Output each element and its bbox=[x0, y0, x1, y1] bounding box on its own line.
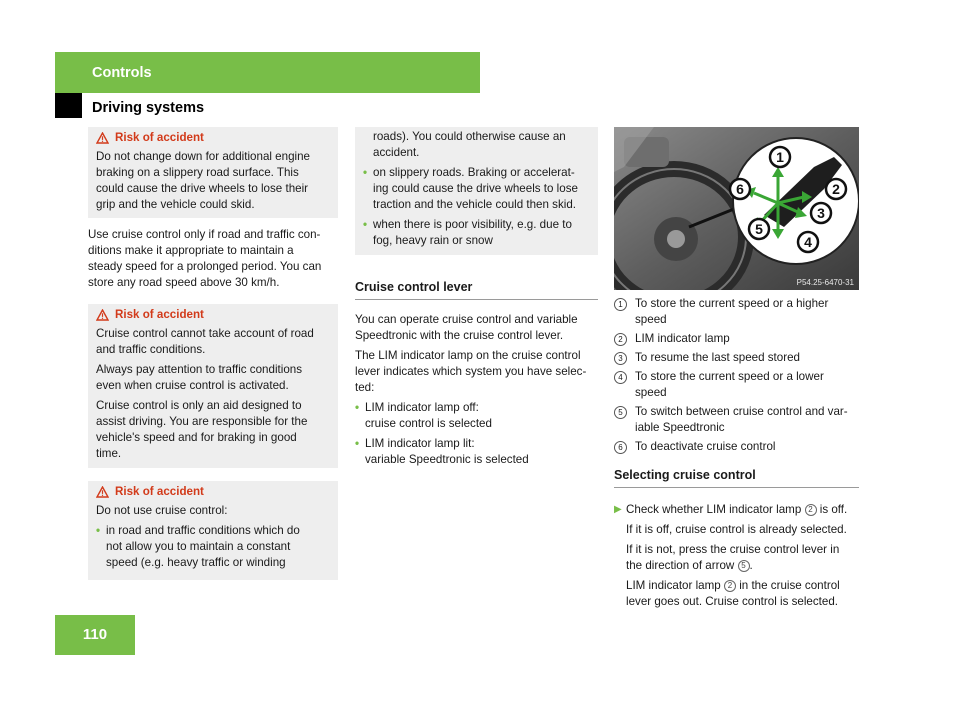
number-circle-icon: 5 bbox=[738, 560, 750, 572]
number-circle-icon: 4 bbox=[614, 371, 627, 384]
bullet-item: • LIM indicator lamp lit: variable Speedtronic is selected bbox=[355, 437, 529, 466]
warning-intro: Do not use cruise control: bbox=[96, 504, 228, 517]
number-circle-icon: 1 bbox=[614, 298, 627, 311]
arrow-right-icon: ▶ bbox=[614, 504, 622, 515]
warning-triangle-icon bbox=[96, 309, 109, 321]
text-line: ditions make it appropriate to maintain a bbox=[88, 244, 294, 257]
warning-paragraph: Cruise control is only an aid designed to assist driving. You are responsible for the vehicle's speed and for braking in good time. bbox=[96, 399, 308, 460]
figure-label: 4 bbox=[804, 234, 812, 250]
text-line: steady speed for a prolonged period. You can bbox=[88, 260, 322, 273]
paragraph: You can operate cruise control and variable Speedtronic with the cruise control lever. bbox=[355, 313, 578, 342]
warning-triangle-icon bbox=[96, 132, 109, 144]
number-circle-icon: 2 bbox=[724, 580, 736, 592]
bullet-item: • LIM indicator lamp off: cruise control is selected bbox=[355, 401, 492, 430]
legend-item: 5 To switch between cruise control and var- iable Speedtronic bbox=[614, 404, 859, 436]
number-circle-icon: 2 bbox=[805, 504, 817, 516]
section-heading-selecting-cruise-control: Selecting cruise control bbox=[614, 467, 859, 488]
continued-text: roads). You could otherwise cause an accident. bbox=[373, 130, 566, 159]
text-line: Use cruise control only if road and traffic con- bbox=[88, 228, 321, 241]
bullet-icon: • bbox=[96, 524, 101, 537]
warning-paragraph: Cruise control cannot take account of road and traffic conditions. bbox=[96, 327, 314, 356]
figure-code: P54.25-6470-31 bbox=[796, 278, 854, 287]
legend-item: 3 To resume the last speed stored bbox=[614, 350, 859, 366]
bullet-icon: • bbox=[363, 218, 368, 231]
bullet-item: • on slippery roads. Braking or accelerat- ing could cause the drive wheels to lose traction and the vehicle could then skid. bbox=[363, 166, 578, 211]
header-marker bbox=[55, 93, 82, 118]
column-2 bbox=[355, 127, 598, 472]
cruise-control-lever-photo bbox=[614, 127, 859, 290]
warning-title: Risk of accident bbox=[96, 307, 330, 323]
figure-label: 1 bbox=[776, 149, 784, 165]
warning-triangle-icon bbox=[96, 486, 109, 498]
legend-item: 6 To deactivate cruise control bbox=[614, 439, 859, 455]
warning-box-3 bbox=[88, 481, 338, 580]
section-heading-cruise-control-lever: Cruise control lever bbox=[355, 279, 598, 300]
figure-label: 3 bbox=[817, 205, 825, 221]
warning-box-3-continued bbox=[355, 127, 598, 255]
instruction-step: ▶ Check whether LIM indicator lamp 2 is off. If it is off, cruise control is already selected. If it is not, press the cruise control lever in the direction of arrow 5 . LIM indicator lamp 2 in the cruise control lever goes out. Cruise control is selected. bbox=[614, 502, 859, 614]
number-circle-icon: 2 bbox=[614, 333, 627, 346]
figure-label: 2 bbox=[832, 181, 840, 197]
section-title: Controls bbox=[92, 65, 152, 81]
bullet-item: • when there is poor visibility, e.g. due to fog, heavy rain or snow bbox=[363, 218, 572, 247]
bullet-icon: • bbox=[363, 166, 368, 179]
paragraph: The LIM indicator lamp on the cruise control lever indicates which system you have selec- ted: bbox=[355, 349, 587, 394]
legend-item: 1 To store the current speed or a higher speed bbox=[614, 296, 859, 328]
figure-label: 6 bbox=[736, 181, 744, 197]
bullet-icon: • bbox=[355, 401, 360, 414]
column-1 bbox=[88, 127, 338, 589]
warning-box-1 bbox=[88, 127, 338, 218]
legend-item: 2 LIM indicator lamp bbox=[614, 331, 859, 347]
text-line: braking on a slippery road surface. This bbox=[96, 166, 299, 179]
text-line: grip and the vehicle could skid. bbox=[96, 198, 255, 211]
legend-list bbox=[614, 296, 859, 455]
column-3 bbox=[614, 127, 859, 618]
subsection-title: Driving systems bbox=[92, 100, 205, 116]
legend-item: 4 To store the current speed or a lower speed bbox=[614, 369, 859, 401]
text-line: Do not change down for additional engine bbox=[96, 150, 310, 163]
page-number: 110 bbox=[55, 615, 135, 655]
number-circle-icon: 6 bbox=[614, 441, 627, 454]
warning-box-2 bbox=[88, 304, 338, 468]
warning-title: Risk of accident bbox=[96, 484, 330, 500]
text-line: store any road speed above 30 km/h. bbox=[88, 276, 280, 289]
bullet-icon: • bbox=[355, 437, 360, 450]
number-circle-icon: 5 bbox=[614, 406, 627, 419]
warning-title: Risk of accident bbox=[96, 130, 330, 146]
text-line: could cause the drive wheels to lose their bbox=[96, 182, 309, 195]
figure-label: 5 bbox=[755, 221, 763, 237]
warning-paragraph: Always pay attention to traffic conditions even when cruise control is activated. bbox=[96, 363, 303, 392]
paragraph bbox=[88, 227, 338, 291]
number-circle-icon: 3 bbox=[614, 352, 627, 365]
bullet-item: • in road and traffic conditions which do not allow you to maintain a constant speed (e.g. heavy traffic or winding bbox=[96, 524, 300, 569]
